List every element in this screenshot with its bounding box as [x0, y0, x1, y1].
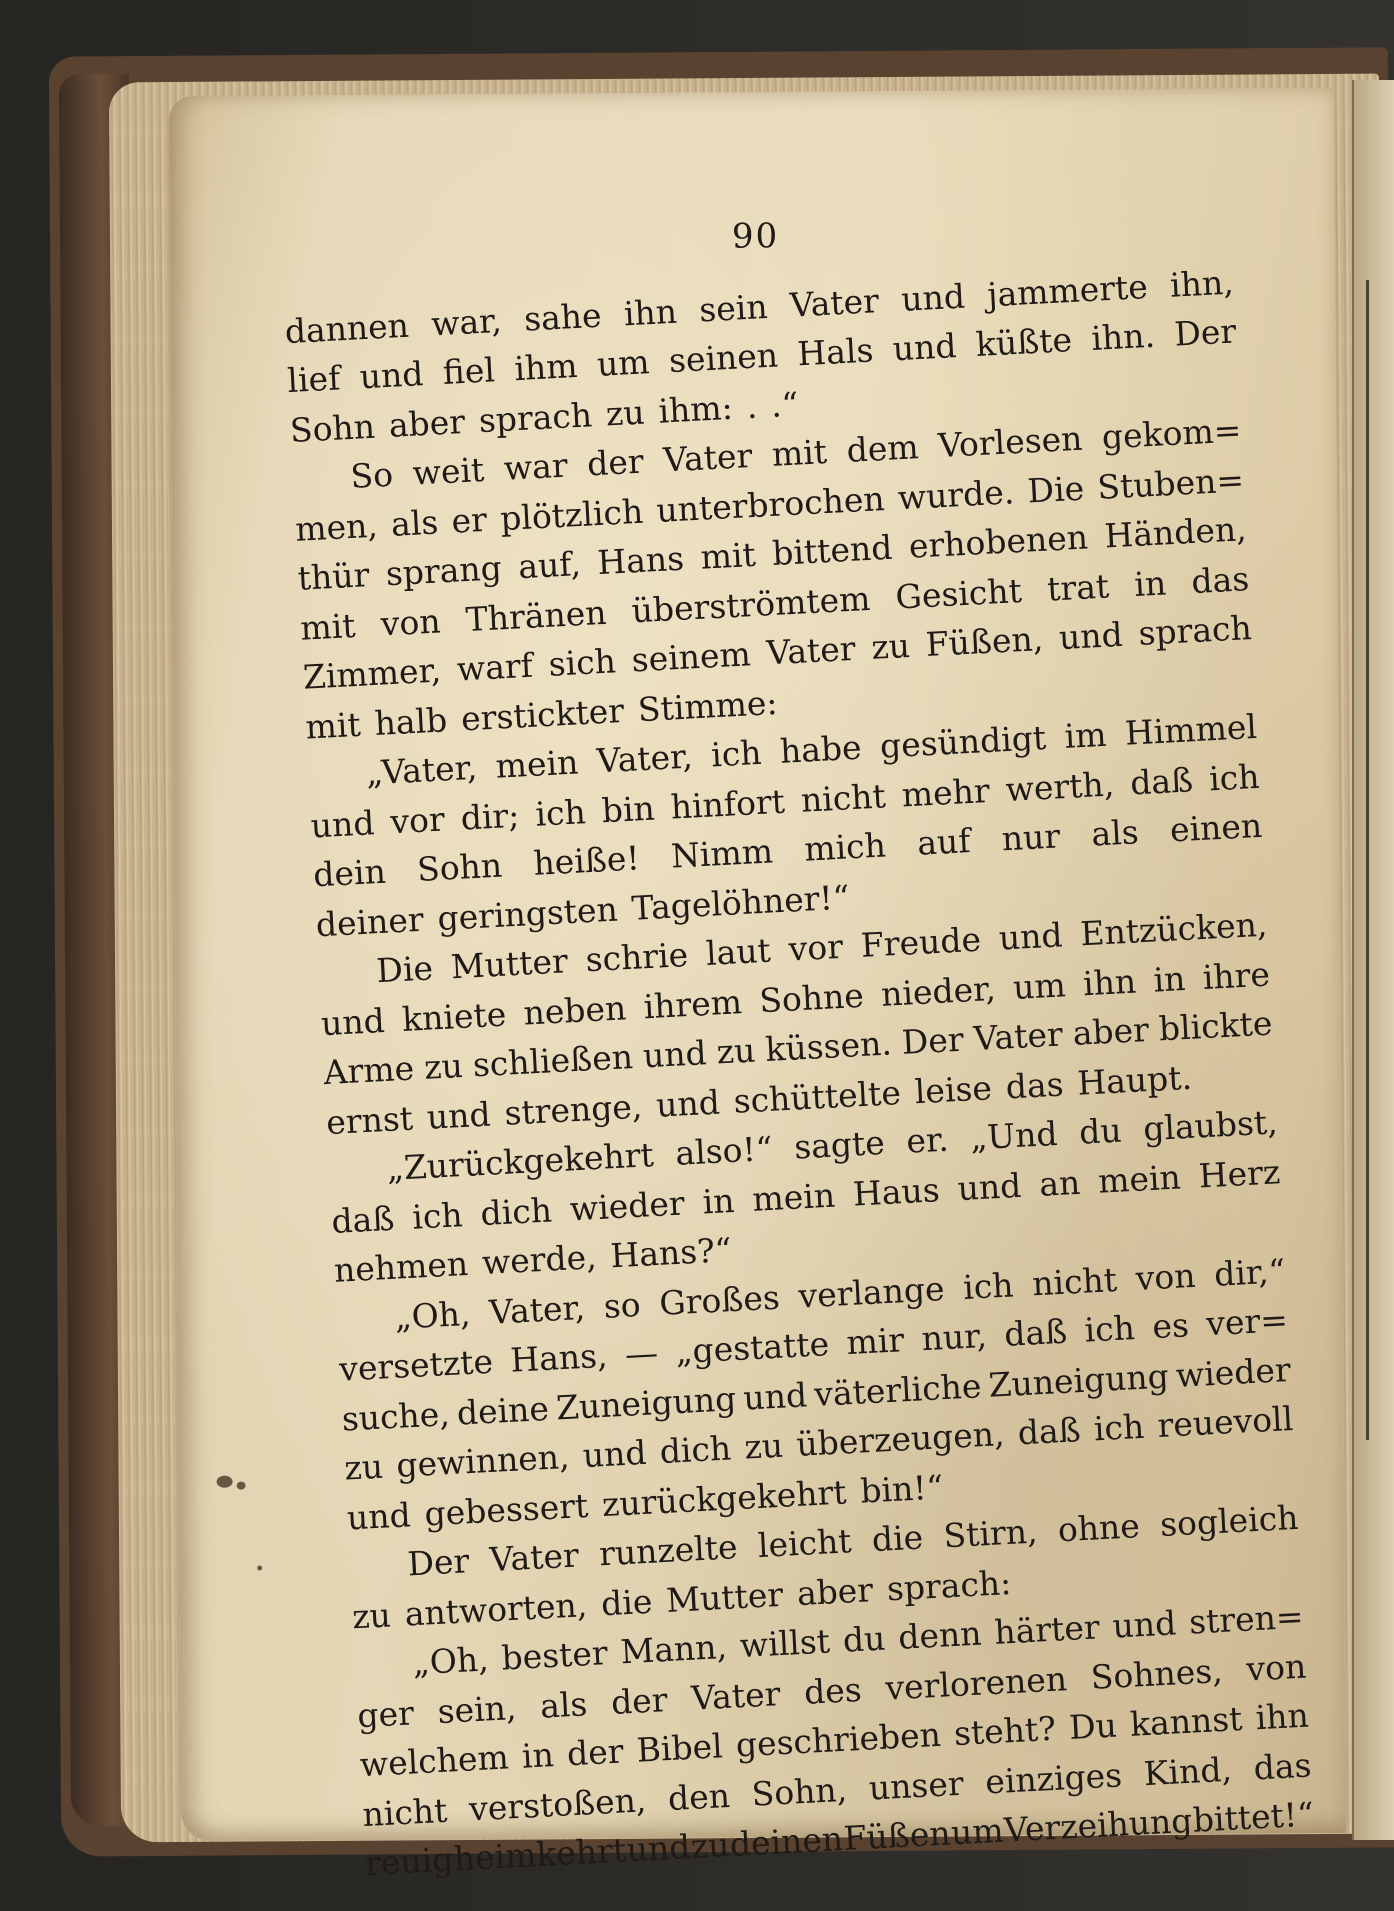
- word: ernst: [325, 1098, 414, 1142]
- word: Arme: [322, 1048, 416, 1093]
- word: härter: [993, 1607, 1101, 1652]
- word: gewinnen,: [395, 1436, 571, 1485]
- word: und: [358, 354, 425, 397]
- word: warf: [455, 645, 534, 689]
- word: kniete: [401, 994, 508, 1039]
- word: zu: [343, 1446, 385, 1488]
- word: dich: [479, 1189, 553, 1233]
- word: Sohn: [416, 845, 504, 889]
- word: das: [1190, 558, 1251, 601]
- word: als: [390, 501, 440, 544]
- word: schüttelte: [732, 1072, 902, 1121]
- word: als: [1090, 812, 1140, 854]
- word: Herz: [1197, 1151, 1282, 1195]
- word: der: [610, 1679, 669, 1722]
- word: Vater: [690, 1673, 782, 1718]
- word: daß: [1129, 759, 1194, 803]
- word: mir: [845, 1320, 906, 1363]
- word: als: [539, 1683, 589, 1726]
- word: und: [1111, 1603, 1178, 1646]
- word: und: [956, 1165, 1023, 1208]
- word: „Vater,: [365, 747, 479, 793]
- word: in: [1133, 562, 1168, 604]
- word: Nimm: [669, 831, 774, 876]
- word: der: [566, 1731, 625, 1774]
- word: zu: [423, 1045, 464, 1087]
- word: wieder: [568, 1182, 686, 1228]
- word: plötzlich: [499, 491, 645, 538]
- word: dich: [658, 1428, 733, 1472]
- word: trat: [1046, 565, 1110, 609]
- word: er: [450, 499, 488, 541]
- word: dem: [845, 427, 920, 470]
- word: Füßen: [842, 1813, 952, 1858]
- word: seinen: [667, 335, 779, 381]
- word: —: [623, 1333, 659, 1374]
- word: daß: [330, 1198, 396, 1241]
- text-lines: [284, 257, 1316, 1889]
- word: aber: [795, 1569, 874, 1613]
- word: ihn.: [1090, 315, 1156, 358]
- word: von: [379, 600, 442, 644]
- word: dannen: [283, 305, 410, 351]
- word: laut: [705, 930, 772, 973]
- word: sahe: [523, 295, 603, 339]
- word: ihn: [1082, 961, 1138, 1003]
- word: Zimmer,: [301, 650, 443, 697]
- word: du: [841, 1618, 887, 1660]
- word: der: [586, 441, 645, 484]
- word: nicht: [361, 1790, 449, 1834]
- word: so: [602, 1284, 642, 1326]
- word: die: [870, 1517, 925, 1560]
- word: Verzeihung: [1003, 1800, 1194, 1850]
- word: Stirn,: [942, 1511, 1039, 1556]
- word: ich: [710, 732, 763, 775]
- word: Haupt.: [1076, 1057, 1193, 1103]
- word: ich: [1208, 756, 1261, 798]
- book-page: [169, 88, 1346, 1884]
- word: ihrem: [642, 981, 743, 1026]
- word: Du: [1068, 1705, 1118, 1748]
- word: den: [666, 1775, 731, 1818]
- word: So: [349, 454, 394, 496]
- word: in: [1152, 958, 1187, 1000]
- word: und: [425, 1094, 492, 1137]
- word: Hals: [796, 330, 875, 374]
- word: gesündigt: [879, 717, 1048, 766]
- word: Stuben=: [1096, 459, 1245, 507]
- word: einen: [1168, 805, 1264, 850]
- word: ich: [411, 1194, 464, 1237]
- word: auf,: [517, 544, 582, 587]
- word: Mutter: [449, 941, 569, 987]
- word: ihn: [1254, 1695, 1310, 1738]
- word: weit: [411, 449, 486, 493]
- word: du: [1078, 1110, 1123, 1152]
- word: unterbrochen: [655, 478, 886, 530]
- word: Sohn: [288, 406, 376, 450]
- word: Hans,: [509, 1335, 609, 1380]
- word: und: [655, 1082, 721, 1125]
- word: reuig: [364, 1839, 455, 1884]
- word: jammerte: [986, 266, 1149, 314]
- word: „Zurückgekehrt: [385, 1135, 655, 1188]
- word: gekom=: [1100, 410, 1243, 457]
- word: dir;: [459, 795, 521, 838]
- word: schließen: [471, 1036, 634, 1085]
- word: zu: [351, 1594, 392, 1636]
- word: werth,: [1004, 763, 1116, 809]
- word: bin!“: [859, 1466, 945, 1511]
- word: Vorlesen: [937, 418, 1084, 466]
- word: ger: [356, 1692, 415, 1735]
- word: erstickter: [460, 690, 625, 738]
- page-text: [280, 188, 1315, 1889]
- word: Entzücken,: [1079, 904, 1269, 954]
- word: wurde.: [896, 471, 1016, 517]
- word: leise: [913, 1067, 993, 1111]
- word: glaubst,: [1142, 1102, 1279, 1149]
- word: um: [595, 342, 651, 384]
- word: ihn,: [1169, 261, 1235, 305]
- word: die: [600, 1581, 654, 1623]
- word: nur: [1000, 816, 1062, 859]
- word: bester: [500, 1633, 609, 1678]
- word: ohne: [1056, 1506, 1141, 1550]
- word: deinen: [728, 1819, 845, 1864]
- word: Der: [406, 1541, 471, 1584]
- word: ich: [1092, 1406, 1146, 1449]
- word: Himmel: [1123, 706, 1258, 753]
- word: und: [345, 1494, 412, 1538]
- word: halb: [373, 699, 449, 743]
- word: sagte: [793, 1122, 886, 1167]
- word: zurückgekehrt: [601, 1471, 848, 1524]
- word: blickte: [1157, 1003, 1274, 1049]
- word: nicht: [799, 775, 887, 820]
- word: mit: [699, 534, 757, 577]
- word: sprach: [1137, 608, 1253, 653]
- word: auf: [916, 821, 972, 863]
- word: nur,: [920, 1315, 988, 1359]
- word: und: [641, 1033, 708, 1076]
- word: antworten,: [403, 1584, 589, 1634]
- ink-stain: [257, 1565, 262, 1570]
- word: Sohne: [758, 975, 865, 1020]
- word: stren=: [1188, 1596, 1305, 1642]
- word: erhobenen: [907, 517, 1089, 566]
- word: mit: [299, 605, 357, 648]
- word: von: [1245, 1646, 1308, 1689]
- word: neben: [522, 987, 628, 1033]
- word: Händen,: [1103, 509, 1248, 556]
- word: Füßen,: [924, 618, 1045, 665]
- word: nieder,: [880, 968, 997, 1014]
- word: Freude: [859, 919, 982, 965]
- word: verlorenen: [884, 1658, 1068, 1708]
- word: zu: [743, 1425, 785, 1467]
- word: Der: [1173, 311, 1238, 354]
- word: sich: [547, 641, 617, 684]
- word: seinem: [630, 634, 752, 680]
- word: suche,: [340, 1393, 451, 1439]
- word: und: [742, 1374, 808, 1418]
- word: zu: [689, 1825, 731, 1866]
- word: Bibel: [635, 1726, 724, 1770]
- word: strenge,: [503, 1086, 644, 1133]
- word: Die: [375, 948, 434, 991]
- word: Thränen: [464, 592, 608, 639]
- word: Vater: [488, 1535, 580, 1580]
- word: einziges: [984, 1754, 1123, 1801]
- word: fiel: [441, 350, 496, 392]
- word: geringsten: [436, 889, 619, 938]
- word: um: [950, 1810, 1005, 1853]
- word: Kind,: [1142, 1749, 1233, 1793]
- word: und: [625, 1827, 692, 1870]
- word: und: [900, 276, 966, 319]
- word: Vater: [788, 280, 880, 325]
- word: Mann,: [619, 1626, 728, 1672]
- word: Vater: [662, 435, 754, 480]
- word: ihre: [1201, 954, 1271, 997]
- word: zu: [604, 392, 646, 433]
- word: verlange: [797, 1268, 946, 1316]
- word: war: [502, 445, 569, 488]
- word: leicht: [756, 1521, 853, 1566]
- word: Vater: [972, 1014, 1064, 1059]
- word: vor: [389, 799, 446, 841]
- word: bittet!“: [1191, 1794, 1315, 1840]
- word: überströmtem: [630, 578, 872, 630]
- facing-page-edge: [1352, 80, 1394, 1840]
- word: Haus: [851, 1169, 941, 1214]
- word: schrie: [584, 934, 690, 980]
- word: gebessert: [423, 1485, 590, 1533]
- word: mich: [803, 825, 887, 869]
- word: Die: [1026, 468, 1086, 511]
- word: ich: [1083, 1308, 1136, 1350]
- word: Der: [900, 1019, 965, 1062]
- word: und: [581, 1432, 648, 1476]
- word: vor: [787, 926, 844, 969]
- word: Sohn,: [750, 1769, 849, 1814]
- word: Vater,: [595, 736, 694, 781]
- word: küssen.: [764, 1023, 893, 1069]
- word: welchem: [358, 1737, 510, 1785]
- word: ich: [534, 791, 587, 834]
- word: „Oh,: [411, 1639, 490, 1683]
- ink-stain: [217, 1476, 233, 1488]
- word: ihm: [513, 345, 579, 389]
- word: heimkehrt: [452, 1830, 628, 1879]
- word: und: [1058, 614, 1124, 658]
- word: im: [1063, 714, 1108, 756]
- word: lief: [286, 358, 342, 401]
- word: sein,: [436, 1687, 518, 1731]
- page-number: 90: [731, 216, 780, 257]
- word: in: [520, 1735, 555, 1776]
- word: reuevoll: [1156, 1398, 1295, 1445]
- word: steht?: [953, 1708, 1057, 1754]
- word: hinfort: [669, 781, 786, 827]
- word: Hans?“: [609, 1230, 733, 1276]
- word: thür: [296, 555, 371, 598]
- word: deine: [455, 1388, 550, 1433]
- word: ich: [962, 1264, 1015, 1307]
- word: willst: [738, 1621, 831, 1666]
- word: wieder: [1174, 1349, 1292, 1395]
- word: nicht: [1031, 1259, 1118, 1303]
- word: Mutter: [665, 1574, 784, 1620]
- word: war,: [430, 300, 503, 343]
- word: und: [997, 915, 1064, 958]
- word: aber: [1071, 1009, 1150, 1053]
- word: an: [1038, 1162, 1082, 1204]
- word: sprach:: [885, 1562, 1013, 1608]
- word: .: [745, 386, 759, 426]
- word: sprang: [384, 548, 503, 594]
- word: es: [1151, 1305, 1190, 1347]
- word: bittend: [771, 527, 894, 573]
- word: er.: [905, 1119, 950, 1161]
- word: Großes: [658, 1277, 781, 1323]
- word: zu: [870, 625, 911, 667]
- word: mit: [304, 704, 362, 747]
- word: Gesicht: [894, 570, 1023, 617]
- word: also!“: [674, 1128, 774, 1173]
- word: ihn: [622, 291, 678, 333]
- word: und: [320, 1000, 386, 1043]
- word: Sohnes,: [1089, 1650, 1224, 1697]
- word: des: [803, 1669, 863, 1712]
- word: deiner: [314, 899, 425, 944]
- word: „gestatte: [674, 1324, 831, 1372]
- word: Tagelöhner!“: [630, 876, 851, 928]
- word: in: [701, 1180, 736, 1221]
- word: überzeugen,: [795, 1414, 1006, 1464]
- word: werde,: [480, 1237, 598, 1283]
- word: Stimme:: [636, 682, 779, 729]
- word: väterliche: [813, 1365, 983, 1414]
- word: bin: [600, 788, 656, 830]
- word: mit: [770, 432, 828, 474]
- word: habe: [778, 727, 863, 771]
- word: das: [1252, 1744, 1313, 1787]
- word: ver=: [1205, 1300, 1289, 1344]
- word: Vater: [765, 628, 857, 673]
- word: das: [1004, 1063, 1065, 1106]
- word: von: [1134, 1255, 1197, 1298]
- word: küßte: [974, 320, 1073, 365]
- word: mein: [1097, 1156, 1182, 1201]
- word: um: [1012, 964, 1067, 1007]
- word: runzelte: [598, 1527, 739, 1574]
- word: sprach: [477, 394, 593, 440]
- word: und: [891, 326, 958, 369]
- ink-stain: [237, 1482, 246, 1490]
- word: mein: [494, 742, 580, 786]
- word: daß: [1016, 1410, 1082, 1453]
- word: Zuneigung: [987, 1355, 1170, 1405]
- word: nehmen: [333, 1243, 470, 1290]
- word: verstoßen,: [468, 1779, 648, 1829]
- word: daß: [1003, 1311, 1069, 1354]
- word: heiße!: [532, 838, 641, 883]
- word: „Und: [969, 1113, 1059, 1158]
- word: versetzte: [338, 1341, 494, 1389]
- word: zu: [715, 1030, 757, 1072]
- word: kannst: [1129, 1699, 1244, 1744]
- word: Vater,: [488, 1287, 586, 1332]
- word: dir,“: [1213, 1250, 1287, 1294]
- word: dein: [312, 851, 387, 895]
- word: Zuneigung: [555, 1378, 738, 1427]
- word: und: [309, 802, 376, 845]
- word: unser: [867, 1763, 965, 1808]
- word: men,: [294, 505, 379, 549]
- word: Hans: [596, 538, 685, 583]
- word: .“: [770, 383, 800, 425]
- word: mehr: [900, 770, 991, 815]
- word: mein: [751, 1175, 836, 1219]
- word: denn: [897, 1613, 983, 1657]
- word: sein: [698, 286, 769, 329]
- word: sogleich: [1159, 1497, 1300, 1544]
- word: „Oh,: [393, 1293, 472, 1337]
- word: geschrieben: [734, 1714, 942, 1765]
- word: aber: [387, 401, 466, 445]
- word: ihm:: [657, 387, 734, 431]
